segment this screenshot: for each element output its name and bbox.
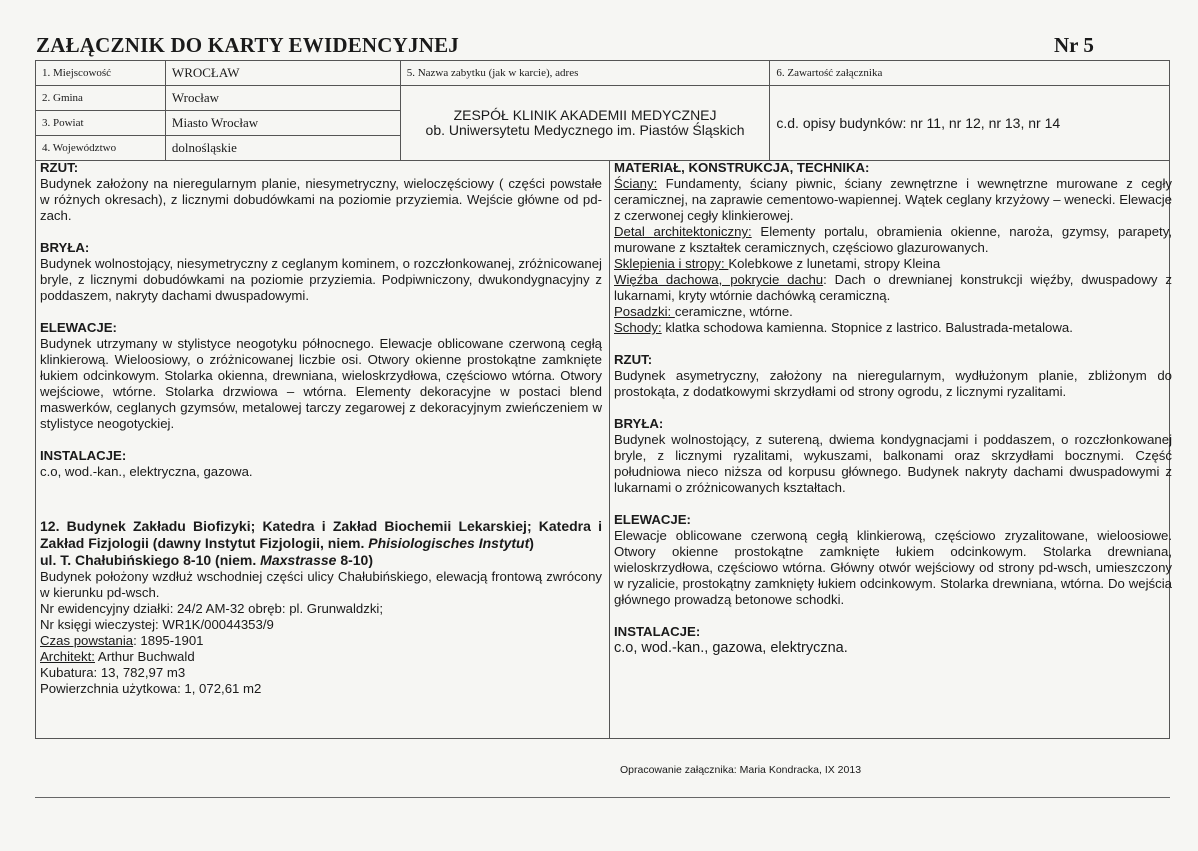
section-heading: BRYŁA: xyxy=(614,416,664,431)
field-label: 3. Powiat xyxy=(36,111,166,136)
section-rzut xyxy=(40,160,602,224)
field-label: 5. Nazwa zabytku (jak w karcie), adres xyxy=(400,61,770,86)
description-body xyxy=(35,160,1170,739)
field-label: 1. Miejscowość xyxy=(36,61,166,86)
section-text: Budynek wolnostojący, niesymetryczny z ceglanym kominem, o rozczłonkowanej, zróżnicowanej bryle, z licznymi dobudówkami na poziomie przyziemia. Podpiwniczony, dwukondygnacyjny z poddaszem, nakryty dachami dwuspadowymi. xyxy=(40,256,602,303)
section-material xyxy=(614,160,1172,336)
section-elewacje xyxy=(40,320,602,432)
author-note: Opracowanie załącznika: Maria Kondracka, IX 2013 xyxy=(620,764,862,776)
usable-area: Powierzchnia użytkowa: 1, 072,61 m2 xyxy=(40,681,262,696)
section-text: Budynek założony na nieregularnym planie, niesymetryczny, wieloczęściowy ( części powstałe w różnych okresach), z licznymi dobudówkami na poziomie przyziemia. Wejście główne od pd-zach. xyxy=(40,176,602,223)
material-item xyxy=(614,256,1172,272)
section-heading: MATERIAŁ, KONSTRUKCJA, TECHNIKA: xyxy=(614,160,870,175)
date-label: Czas powstania xyxy=(40,633,134,648)
material-item xyxy=(614,224,1172,256)
section-text: c.o, wod.-kan., gazowa, elektryczna. xyxy=(614,640,848,656)
building-title-german: Phisiologisches Instytut xyxy=(368,535,530,551)
item-text: Elementy portalu, obramienia okienne, naroża, gzymsy, parapety, murowane z kształtek ceramicznych, częściowo glazurowanych. xyxy=(614,224,1172,255)
item-label: Ściany: xyxy=(614,176,658,191)
plot-number: Nr ewidencyjny działki: 24/2 AM-32 obręb: pl. Grunwaldzki; xyxy=(40,601,384,616)
section-rzut xyxy=(614,352,1172,400)
item-label: Detal architektoniczny: xyxy=(614,224,752,239)
section-heading: ELEWACJE: xyxy=(614,512,691,527)
item-label: Schody: xyxy=(614,320,662,335)
field-label: 2. Gmina xyxy=(36,86,166,111)
field-value: Miasto Wrocław xyxy=(165,111,400,136)
item-text: Fundamenty, ściany piwnic, ściany zewnętrzne i wewnętrzne murowane z cegły ceramicznej, na zaprawie cementowo-wapiennej. Wątek ceglany krzyżowy – wenecki. Elewacje z czerwonej cegły klinkierowej. xyxy=(614,176,1172,223)
section-text: Budynek utrzymany w stylistyce neogotyku północnego. Elewacje oblicowane czerwoną cegłą klinkierową. Wieloosiowy, o zróżnicowanej liczbie osi. Otwory okienne prostokątne zamknięte łukiem odcinkowym. Stolarka okienna, drewniana, wieloskrzydłowa, częściowo wtórna. Otwory wejściowe, wtórne. Stolarka drzwiowa – wtórna. Elementy dekoracyjne w postaci blend maswerków, ceglanych gzymsów, metalowej tarczy zegarowej z dekoracyjnym zwieńczeniem w stylistyce neogotyckiej. xyxy=(40,336,602,431)
section-bryla xyxy=(40,240,602,304)
field-label: 4. Województwo xyxy=(36,136,166,161)
section-heading: INSTALACJE: xyxy=(614,624,701,639)
monument-name xyxy=(400,86,770,161)
address-end: 8-10) xyxy=(336,552,374,568)
section-heading: RZUT: xyxy=(614,352,653,367)
attachment-content: c.d. opisy budynków: nr 11, nr 12, nr 13, nr 14 xyxy=(770,86,1170,161)
section-heading: BRYŁA: xyxy=(40,240,90,255)
document-title: ZAŁĄCZNIK DO KARTY EWIDENCYJNEJ xyxy=(36,33,459,57)
section-text: Elewacje oblicowane czerwoną cegłą klinkierową, częściowo zryzalitowane, wieloosiowe. Otwory okienne prostokątne zamknięte łukiem odcinkowym. Stolarka drewniana, wieloskrzydłowa, częściowo wtórna. Główny otwór wejściowy od strony pd-wsch, umieszczony w ryzalicie, prostokątny zamknięty łukiem odcinkowym. Stolarka drewniana, wtórna. Do wejścia głównego prowadzą betonowe schodki. xyxy=(614,528,1172,607)
item-text: klatka schodowa kamienna. Stopnice z lastrico. Balustrada-metalowa. xyxy=(661,320,1073,335)
item-label: Posadzki: xyxy=(614,304,675,319)
building-title xyxy=(40,518,602,552)
monument-name-line: ob. Uniwersytetu Medycznego im. Piastów Śląskich xyxy=(425,122,745,138)
address-german: Maxstrasse xyxy=(260,552,337,568)
building-address xyxy=(40,552,602,569)
header-table xyxy=(35,60,1170,161)
material-item xyxy=(614,320,1172,336)
field-value: WROCŁAW xyxy=(165,61,400,86)
field-value: dolnośląskie xyxy=(165,136,400,161)
section-text: c.o, wod.-kan., elektryczna, gazowa. xyxy=(40,464,253,479)
section-text: Budynek asymetryczny, założony na nieregularnym, wydłużonym planie, zbliżonym do prostokąta, z dodatkowymi skrzydłami od strony ogrodu, z licznymi ryzalitami. xyxy=(614,368,1172,399)
section-text: Budynek wolnostojący, z sutereną, dwiema kondygnacjami i poddaszem, o rozczłonkowanej bryle, z licznymi ryzalitami, wykuszami, balkonami oraz skrzydłami bocznymi. Część południowa nieco niższa od korpusu głównego. Budynek nakryty dachami dwuspadowymi z lukarnami o zróżnicowanych kształtach. xyxy=(614,432,1172,495)
section-elewacje xyxy=(614,512,1172,608)
field-label: 6. Zawartość załącznika xyxy=(770,61,1170,86)
material-item xyxy=(614,304,1172,320)
section-heading: INSTALACJE: xyxy=(40,448,127,463)
building-title-text: 12. Budynek Zakładu Biofizyki; Katedra i Zakład Biochemii Lekarskiej; Katedra i Zakład Fizjologii (dawny Instytut Fizjologii, niem. xyxy=(40,518,602,551)
material-item xyxy=(614,272,1172,304)
volume: Kubatura: 13, 782,97 m3 xyxy=(40,665,186,680)
architect-value: Arthur Buchwald xyxy=(94,649,195,664)
section-instalacje xyxy=(614,624,1172,656)
field-value: Wrocław xyxy=(165,86,400,111)
section-heading: RZUT: xyxy=(40,160,79,175)
section-heading: ELEWACJE: xyxy=(40,320,117,335)
architect-label: Architekt: xyxy=(40,649,95,664)
architect xyxy=(40,649,602,665)
monument-name-line: ZESPÓŁ KLINIK AKADEMII MEDYCZNEJ xyxy=(453,107,717,123)
building-12 xyxy=(40,518,602,697)
item-text: Kolebkowe z lunetami, stropy Kleina xyxy=(728,256,941,271)
building-title-end: ) xyxy=(529,535,534,551)
land-register: Nr księgi wieczystej: WR1K/00044353/9 xyxy=(40,617,274,632)
footer-divider xyxy=(35,797,1170,798)
item-label: Sklepienia i stropy: xyxy=(614,256,729,271)
item-label: Więźba dachowa, pokrycie dachu xyxy=(614,272,824,287)
item-text: : Dach o drewnianej konstrukcji więźby, dwuspadowy z lukarnami, kryty wtórnie dachówką ceramiczną. xyxy=(614,272,1172,303)
date-value: : 1895-1901 xyxy=(133,633,204,648)
section-instalacje xyxy=(40,448,602,480)
building-description: Budynek położony wzdłuż wschodniej części ulicy Chałubińskiego, elewacją frontową zwrócony w kierunku pd-wsch. xyxy=(40,569,602,600)
construction-date xyxy=(40,633,602,649)
section-bryla xyxy=(614,416,1172,496)
material-item xyxy=(614,176,1172,224)
item-text: ceramiczne, wtórne. xyxy=(674,304,793,319)
attachment-number: Nr 5 xyxy=(1054,33,1094,57)
left-column xyxy=(40,160,602,738)
address-text: ul. T. Chałubińskiego 8-10 (niem. xyxy=(40,552,261,568)
right-column xyxy=(609,160,1172,738)
